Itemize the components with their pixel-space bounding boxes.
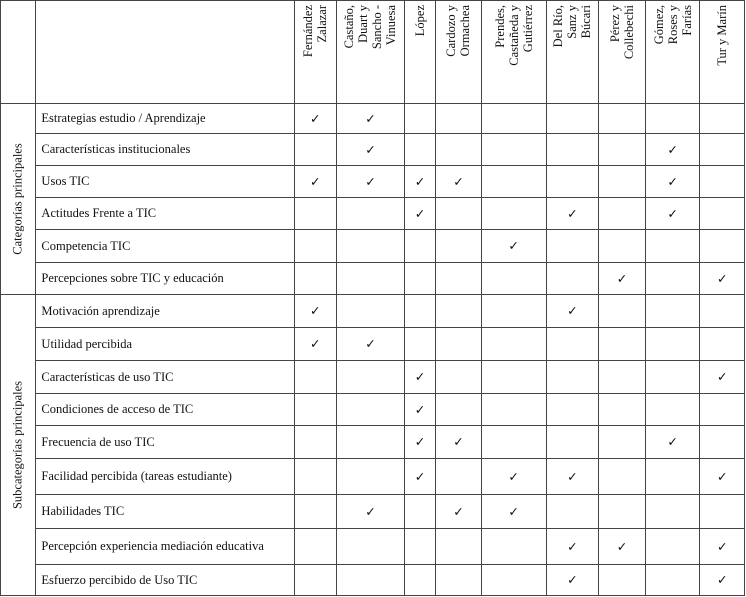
empty-cell (337, 295, 405, 328)
author-header (546, 1, 599, 104)
empty-cell (599, 134, 646, 166)
empty-cell (645, 394, 700, 426)
author-header-label: Pérez y Collebechi (607, 5, 636, 60)
empty-cell (404, 104, 435, 134)
row-label: Estrategias estudio / Aprendizaje (36, 104, 294, 134)
empty-cell (337, 263, 405, 295)
empty-cell (700, 328, 745, 361)
empty-cell (481, 263, 546, 295)
empty-cell (294, 459, 337, 495)
header-row (1, 1, 745, 104)
group-label: Categorías principales (10, 143, 25, 255)
check-mark-cell: ✓ (546, 565, 599, 596)
row-label: Usos TIC (36, 166, 294, 198)
author-header-label: Prendes, Castañeda y Gutiérrez (492, 5, 535, 66)
check-mark-cell: ✓ (645, 198, 700, 230)
empty-cell (645, 230, 700, 263)
empty-cell (436, 134, 482, 166)
empty-cell (599, 328, 646, 361)
empty-cell (436, 361, 482, 394)
empty-cell (337, 198, 405, 230)
check-mark-cell: ✓ (436, 426, 482, 459)
empty-cell (700, 134, 745, 166)
table-row (1, 134, 745, 166)
check-mark-cell: ✓ (481, 459, 546, 495)
check-mark-cell: ✓ (546, 459, 599, 495)
empty-cell (599, 295, 646, 328)
table-row (1, 230, 745, 263)
empty-cell (481, 426, 546, 459)
empty-cell (599, 361, 646, 394)
check-mark-cell: ✓ (294, 295, 337, 328)
check-mark-cell: ✓ (645, 134, 700, 166)
check-mark-cell: ✓ (436, 495, 482, 529)
empty-cell (436, 565, 482, 596)
empty-cell (404, 134, 435, 166)
empty-cell (436, 529, 482, 565)
row-label: Esfuerzo percibido de Uso TIC (36, 565, 294, 596)
empty-cell (337, 230, 405, 263)
empty-cell (481, 198, 546, 230)
row-label: Condiciones de acceso de TIC (36, 394, 294, 426)
empty-cell (404, 295, 435, 328)
empty-cell (645, 263, 700, 295)
empty-cell (294, 230, 337, 263)
check-mark-cell: ✓ (294, 166, 337, 198)
check-mark-cell: ✓ (337, 134, 405, 166)
empty-cell (404, 495, 435, 529)
check-mark-cell: ✓ (546, 198, 599, 230)
check-mark-cell: ✓ (337, 328, 405, 361)
table-row (1, 394, 745, 426)
empty-cell (599, 166, 646, 198)
empty-cell (546, 230, 599, 263)
check-mark-cell: ✓ (404, 361, 435, 394)
check-mark-cell: ✓ (700, 263, 745, 295)
check-mark-cell: ✓ (700, 529, 745, 565)
author-header-label: López (413, 5, 428, 37)
author-header (294, 1, 337, 104)
author-header (436, 1, 482, 104)
empty-cell (294, 495, 337, 529)
row-label: Competencia TIC (36, 230, 294, 263)
empty-cell (404, 565, 435, 596)
row-label: Percepción experiencia mediación educativa (36, 529, 294, 565)
empty-cell (294, 394, 337, 426)
empty-cell (599, 198, 646, 230)
table-row (1, 565, 745, 596)
empty-cell (599, 495, 646, 529)
author-header (645, 1, 700, 104)
empty-cell (436, 394, 482, 426)
empty-cell (481, 328, 546, 361)
empty-cell (404, 529, 435, 565)
check-mark-cell: ✓ (294, 328, 337, 361)
check-mark-cell: ✓ (546, 529, 599, 565)
row-label: Utilidad percibida (36, 328, 294, 361)
check-mark-cell: ✓ (294, 104, 337, 134)
empty-cell (294, 426, 337, 459)
empty-cell (337, 565, 405, 596)
group-label: Subcategorías principales (10, 380, 25, 510)
check-mark-cell: ✓ (599, 263, 646, 295)
empty-cell (645, 295, 700, 328)
author-header (404, 1, 435, 104)
empty-cell (481, 529, 546, 565)
empty-cell (337, 394, 405, 426)
check-mark-cell: ✓ (337, 104, 405, 134)
empty-cell (546, 495, 599, 529)
empty-cell (481, 134, 546, 166)
empty-cell (294, 134, 337, 166)
empty-cell (546, 134, 599, 166)
empty-cell (700, 230, 745, 263)
empty-cell (599, 459, 646, 495)
author-header (481, 1, 546, 104)
empty-cell (481, 295, 546, 328)
group-label-cell (1, 104, 36, 295)
empty-cell (700, 198, 745, 230)
check-mark-cell: ✓ (337, 166, 405, 198)
empty-cell (546, 426, 599, 459)
table-row (1, 198, 745, 230)
check-mark-cell: ✓ (700, 361, 745, 394)
author-header-label: Tur y Marín (715, 5, 730, 66)
empty-cell (436, 104, 482, 134)
empty-cell (294, 198, 337, 230)
empty-cell (599, 104, 646, 134)
empty-cell (481, 104, 546, 134)
row-label: Características institucionales (36, 134, 294, 166)
check-mark-cell: ✓ (645, 426, 700, 459)
author-header-label: Castaño, Duart y Sancho - Vinuesa (342, 5, 399, 50)
check-mark-cell: ✓ (404, 459, 435, 495)
row-label: Frecuencia de uso TIC (36, 426, 294, 459)
check-mark-cell: ✓ (700, 565, 745, 596)
table-row (1, 295, 745, 328)
check-mark-cell: ✓ (599, 529, 646, 565)
check-mark-cell: ✓ (546, 295, 599, 328)
empty-cell (337, 459, 405, 495)
author-header (700, 1, 745, 104)
empty-cell (404, 230, 435, 263)
check-mark-cell: ✓ (481, 230, 546, 263)
empty-cell (436, 295, 482, 328)
empty-cell (404, 328, 435, 361)
check-mark-cell: ✓ (404, 198, 435, 230)
table-row (1, 529, 745, 565)
empty-cell (481, 565, 546, 596)
check-mark-cell: ✓ (337, 495, 405, 529)
empty-cell (599, 394, 646, 426)
table-row (1, 426, 745, 459)
check-mark-cell: ✓ (404, 394, 435, 426)
empty-cell (337, 529, 405, 565)
empty-cell (700, 295, 745, 328)
empty-cell (436, 230, 482, 263)
table-row (1, 104, 745, 134)
empty-cell (481, 361, 546, 394)
empty-cell (645, 361, 700, 394)
author-header-label: Fernández Zalazar (301, 5, 330, 58)
table-row (1, 166, 745, 198)
empty-cell (436, 328, 482, 361)
author-header-label: Cardozo y Ormachea (444, 5, 473, 57)
empty-cell (700, 166, 745, 198)
empty-cell (645, 104, 700, 134)
empty-cell (645, 495, 700, 529)
table-row (1, 361, 745, 394)
check-mark-cell: ✓ (645, 166, 700, 198)
group-label-cell (1, 295, 36, 596)
empty-cell (700, 104, 745, 134)
empty-cell (599, 230, 646, 263)
empty-cell (599, 426, 646, 459)
empty-cell (294, 263, 337, 295)
empty-cell (546, 394, 599, 426)
row-label: Actitudes Frente a TIC (36, 198, 294, 230)
table-row (1, 263, 745, 295)
empty-cell (436, 263, 482, 295)
empty-cell (436, 459, 482, 495)
check-mark-cell: ✓ (436, 166, 482, 198)
empty-cell (546, 328, 599, 361)
empty-cell (294, 361, 337, 394)
empty-cell (481, 394, 546, 426)
author-header (337, 1, 405, 104)
empty-cell (546, 263, 599, 295)
empty-cell (645, 328, 700, 361)
table-body (1, 104, 745, 596)
empty-cell (546, 104, 599, 134)
author-header-label: Gómez, Roses y Farías (651, 5, 694, 45)
row-label: Habilidades TIC (36, 495, 294, 529)
table-row (1, 495, 745, 529)
empty-cell (645, 459, 700, 495)
empty-cell (337, 426, 405, 459)
table-row (1, 459, 745, 495)
empty-cell (294, 565, 337, 596)
check-mark-cell: ✓ (700, 459, 745, 495)
author-header (599, 1, 646, 104)
empty-cell (436, 198, 482, 230)
empty-cell (599, 565, 646, 596)
author-header-label: Del Río, Sanz y Búcari (551, 5, 594, 48)
check-mark-cell: ✓ (404, 426, 435, 459)
row-label: Percepciones sobre TIC y educación (36, 263, 294, 295)
empty-cell (700, 426, 745, 459)
empty-cell (481, 166, 546, 198)
empty-cell (645, 565, 700, 596)
table-row (1, 328, 745, 361)
empty-cell (700, 495, 745, 529)
label-header-empty-cell (36, 1, 294, 104)
row-label: Facilidad percibida (tareas estudiante) (36, 459, 294, 495)
empty-cell (546, 361, 599, 394)
empty-cell (294, 529, 337, 565)
empty-cell (404, 263, 435, 295)
row-label: Características de uso TIC (36, 361, 294, 394)
row-label: Motivación aprendizaje (36, 295, 294, 328)
empty-cell (546, 166, 599, 198)
check-mark-cell: ✓ (404, 166, 435, 198)
corner-empty-cell (1, 1, 36, 104)
check-mark-cell: ✓ (481, 495, 546, 529)
empty-cell (645, 529, 700, 565)
empty-cell (700, 394, 745, 426)
empty-cell (337, 361, 405, 394)
